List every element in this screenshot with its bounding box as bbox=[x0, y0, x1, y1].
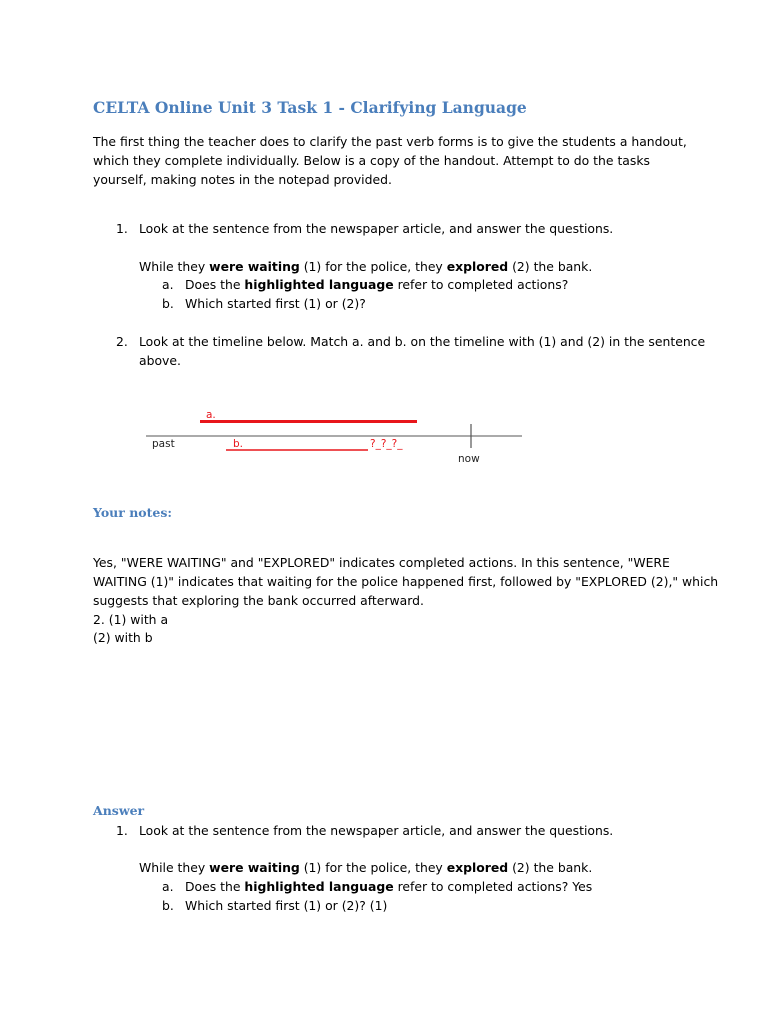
notes-heading: Your notes: bbox=[93, 505, 173, 520]
question-marks: ?_?_?_ bbox=[370, 438, 403, 450]
timeline-diagram bbox=[140, 400, 530, 470]
answer-text: Look at the sentence from the newspaper article, and answer the questions. bbox=[139, 823, 614, 838]
notes-line: (2) with b bbox=[93, 630, 153, 645]
answer-sentence: While they were waiting (1) for the police, they explored (2) the bank. bbox=[139, 860, 593, 875]
notes-line: 2. (1) with a bbox=[93, 612, 169, 627]
notes-line: WAITING (1)" indicates that waiting for the police happened first, followed by "EXPLORED (2)," which bbox=[93, 574, 719, 589]
intro-paragraph: The first thing the teacher does to clarify the past verb forms is to give the students a handout, which they complete individually. Below is a copy of the handout. Attempt to do the tasks yourself, making notes in the notepad provided. bbox=[93, 134, 687, 187]
highlight-explored: explored bbox=[446, 259, 509, 274]
highlight-were-waiting: were waiting bbox=[209, 259, 300, 274]
q2-text-line2: above. bbox=[139, 353, 181, 368]
past-label: past bbox=[152, 438, 175, 450]
q2-number: 2. bbox=[116, 334, 128, 349]
answer-b-label: b. bbox=[162, 898, 174, 913]
answer-number: 1. bbox=[116, 823, 128, 838]
q1a-label: a. bbox=[162, 277, 174, 292]
q1b-label: b. bbox=[162, 296, 174, 311]
q1-number: 1. bbox=[116, 221, 128, 236]
notes-line: Yes, "WERE WAITING" and "EXPLORED" indicates completed actions. In this sentence, "WERE bbox=[93, 555, 670, 570]
page-title: CELTA Online Unit 3 Task 1 - Clarifying Language bbox=[93, 98, 527, 117]
label-b: b. bbox=[233, 438, 244, 450]
q2-text-line1: Look at the timeline below. Match a. and b. on the timeline with (1) and (2) in the sentence bbox=[139, 334, 706, 349]
answer-a-text: Does the highlighted language refer to completed actions? Yes bbox=[185, 879, 593, 894]
now-label: now bbox=[458, 453, 480, 465]
answer-b-text: Which started first (1) or (2)? (1) bbox=[185, 898, 388, 913]
q1a-text: Does the highlighted language refer to completed actions? bbox=[185, 277, 569, 292]
q1-sentence: While they were waiting (1) for the police, they explored (2) the bank. bbox=[139, 259, 593, 274]
notes-line: suggests that exploring the bank occurred afterward. bbox=[93, 593, 424, 608]
label-a: a. bbox=[206, 409, 216, 421]
q1b-text: Which started first (1) or (2)? bbox=[185, 296, 366, 311]
answer-heading: Answer bbox=[93, 803, 145, 818]
answer-a-label: a. bbox=[162, 879, 174, 894]
q1-text: Look at the sentence from the newspaper article, and answer the questions. bbox=[139, 221, 614, 236]
